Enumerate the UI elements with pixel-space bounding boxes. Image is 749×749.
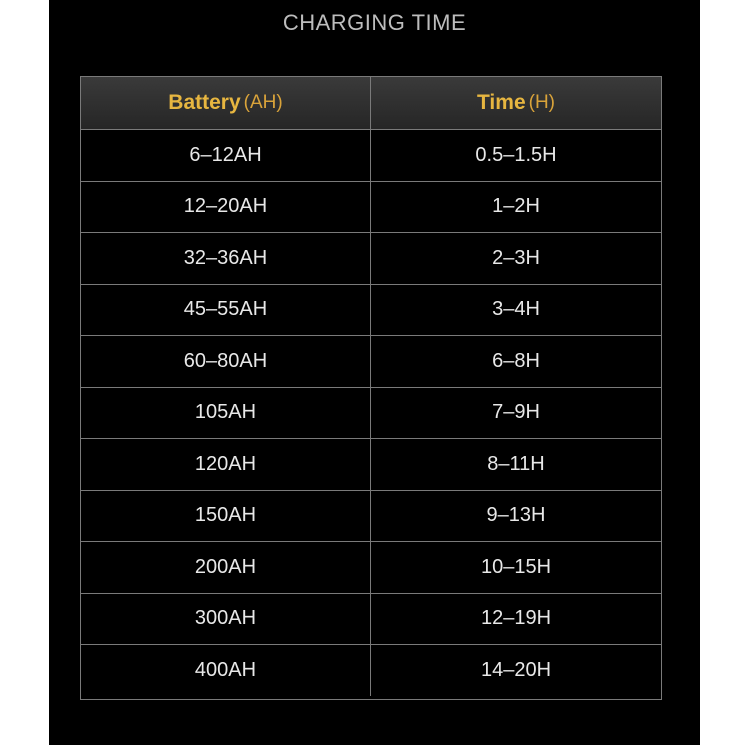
- header-time-label: Time: [476, 91, 526, 114]
- page-title: CHARGING TIME: [282, 10, 467, 35]
- battery-cell: 120AH: [81, 439, 371, 490]
- table-row: [81, 438, 661, 490]
- table-row: [81, 181, 661, 233]
- battery-cell: 300AH: [81, 594, 371, 645]
- table-row: [81, 232, 661, 284]
- table-row: [81, 335, 661, 387]
- battery-cell: 6–12AH: [81, 130, 371, 181]
- table-row: [81, 490, 661, 542]
- battery-cell: 45–55AH: [81, 285, 371, 336]
- header-time: [371, 77, 661, 129]
- battery-cell: 105AH: [81, 388, 371, 439]
- time-cell: 9–13H: [486, 504, 546, 527]
- time-cell: 1–2H: [492, 195, 540, 218]
- battery-cell: 32–36AH: [81, 233, 371, 284]
- time-cell: 0.5–1.5H: [475, 143, 557, 166]
- header-battery: [81, 77, 371, 129]
- table-row: [81, 129, 661, 181]
- time-cell: 8–11H: [487, 452, 545, 475]
- table-row: [81, 593, 661, 645]
- charging-table: [80, 76, 662, 700]
- header-battery-unit: (AH): [243, 92, 283, 113]
- battery-cell: 400AH: [81, 645, 371, 696]
- table-row: [81, 387, 661, 439]
- header-battery-label: Battery: [168, 91, 241, 114]
- table-row: [81, 284, 661, 336]
- battery-cell: 12–20AH: [81, 182, 371, 233]
- time-cell: 7–9H: [492, 401, 540, 424]
- battery-cell: 150AH: [81, 491, 371, 542]
- time-cell: 3–4H: [492, 298, 540, 321]
- time-cell: 10–15H: [480, 555, 552, 578]
- table-header-row: [81, 77, 661, 129]
- table-row: [81, 541, 661, 593]
- charging-time-panel: [49, 0, 700, 745]
- time-cell: 12–19H: [480, 607, 552, 630]
- table-row: [81, 644, 661, 696]
- battery-cell: 200AH: [81, 542, 371, 593]
- time-cell: 2–3H: [492, 246, 540, 269]
- time-cell: 14–20H: [480, 658, 552, 681]
- battery-cell: 60–80AH: [81, 336, 371, 387]
- time-cell: 6–8H: [492, 349, 540, 372]
- header-time-unit: (H): [528, 92, 556, 113]
